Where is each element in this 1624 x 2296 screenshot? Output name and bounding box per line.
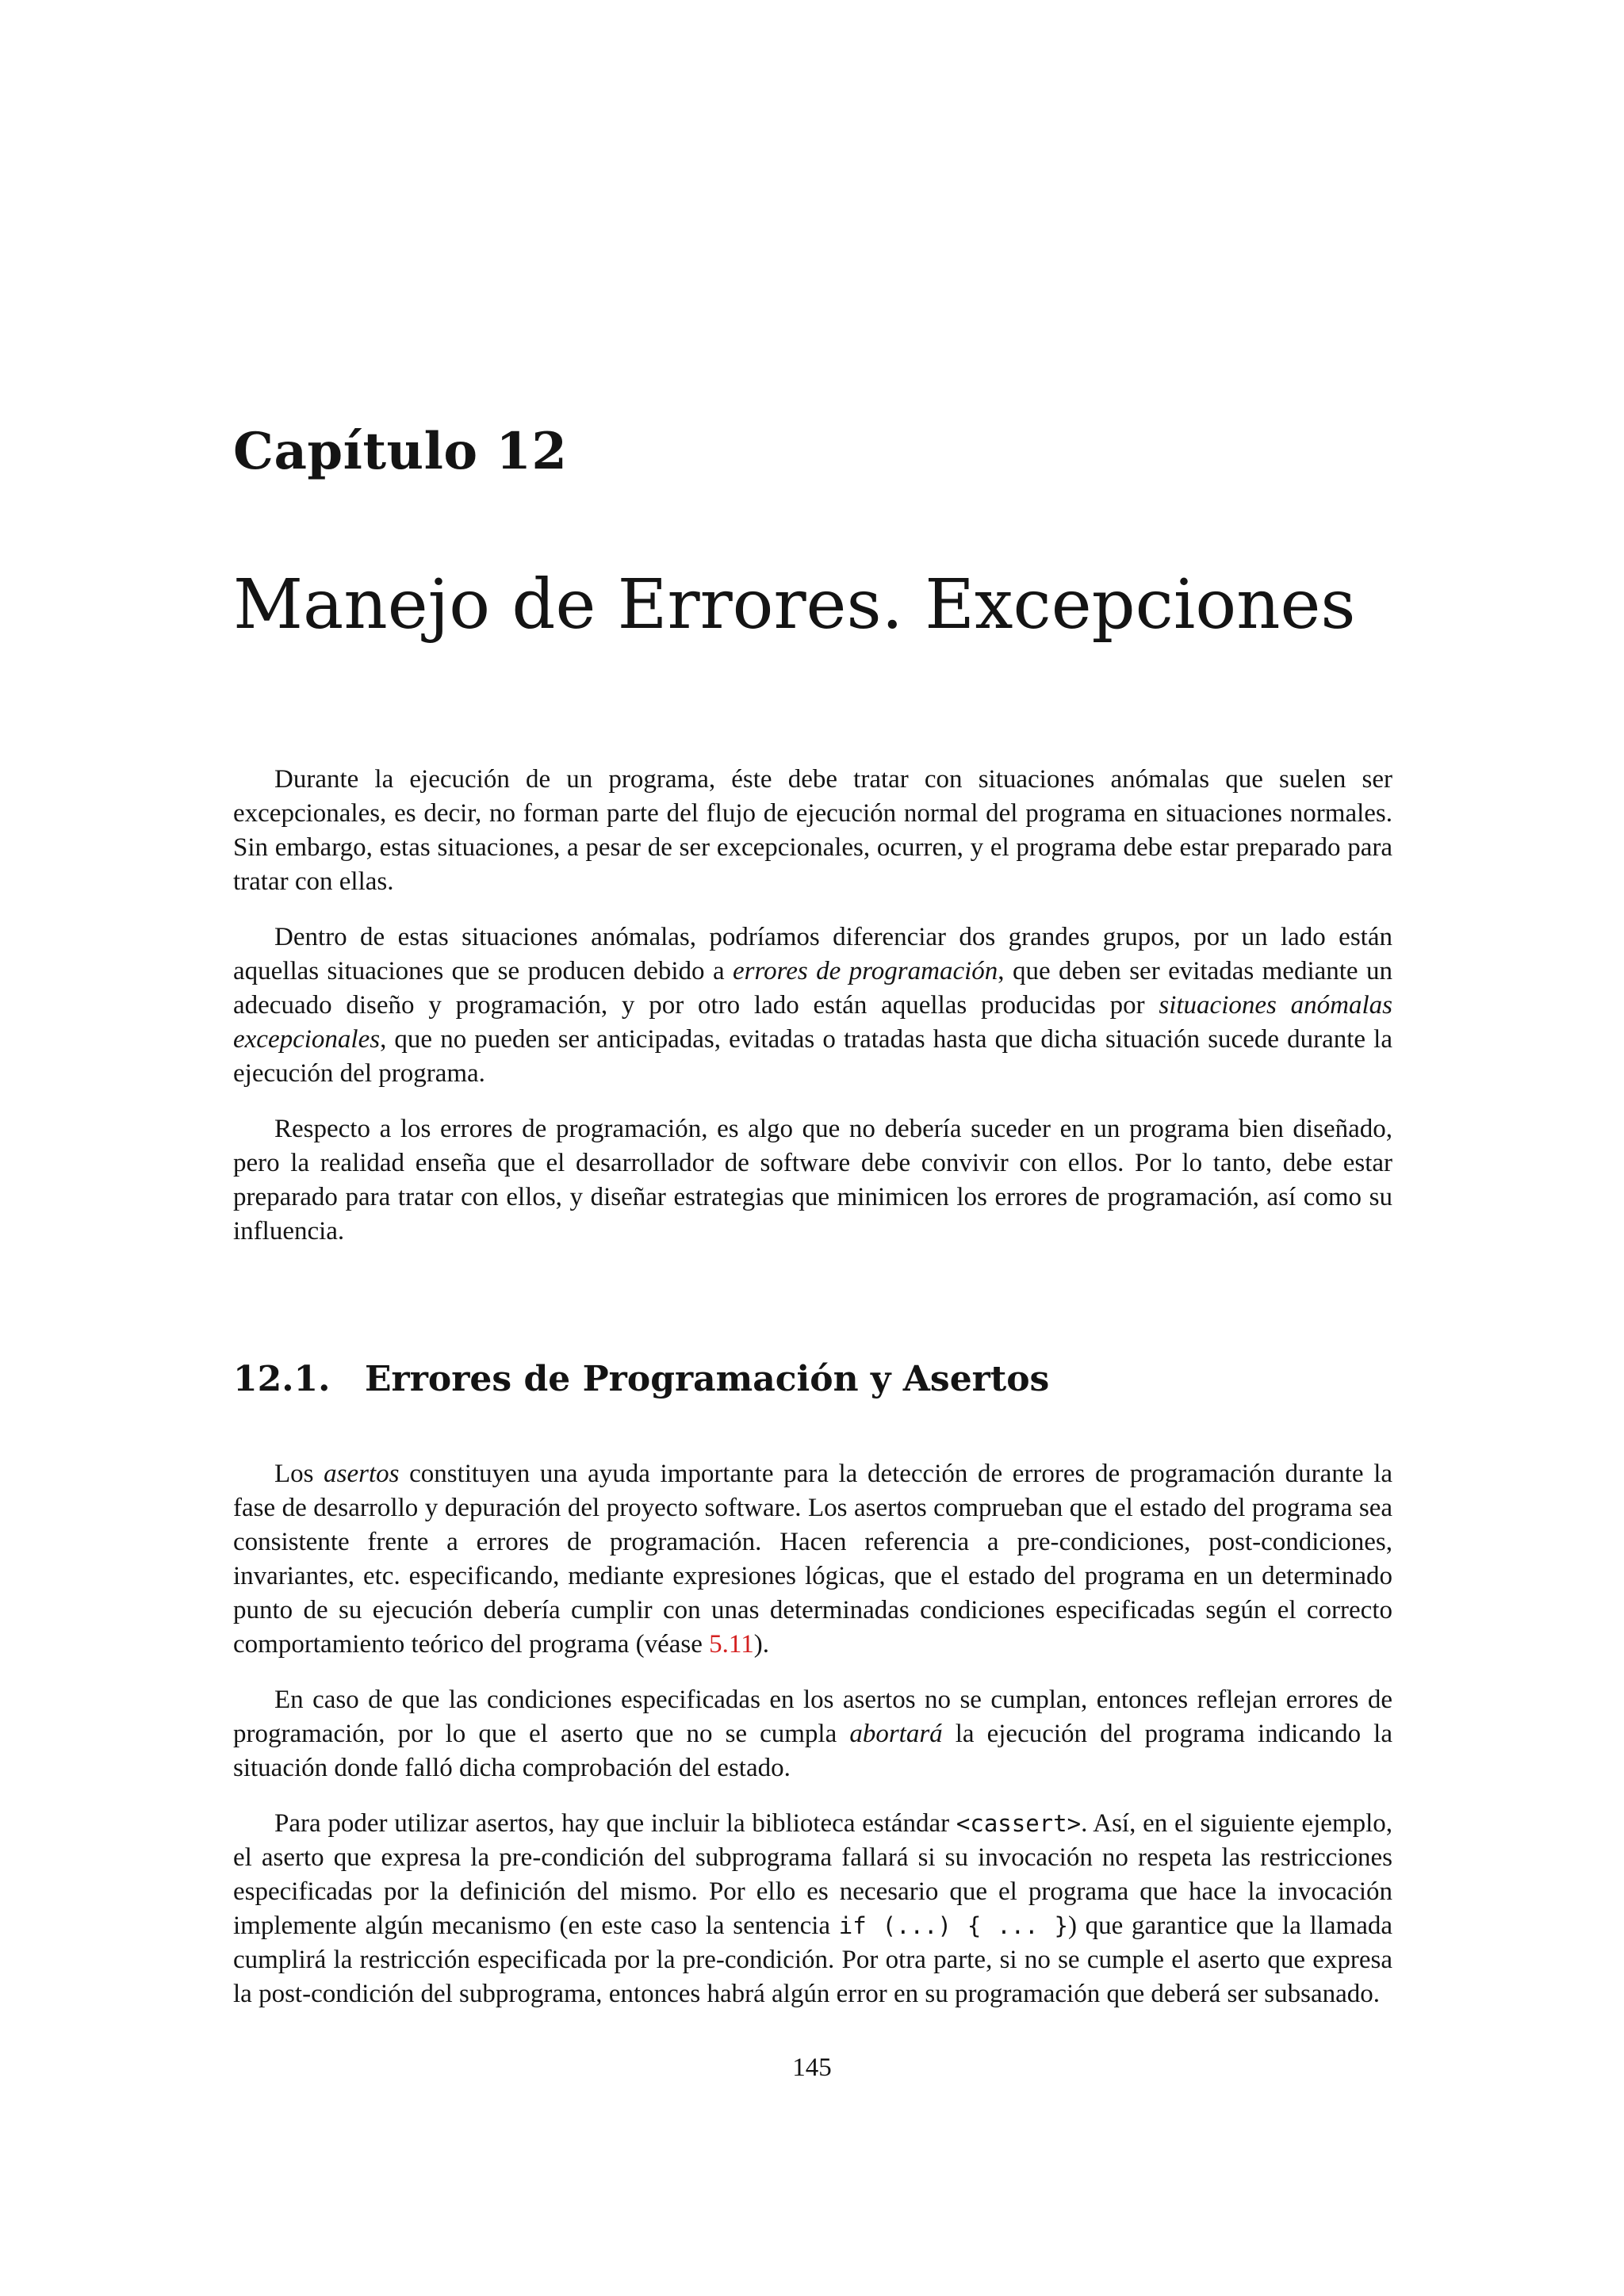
emphasis-term: abortará [849,1720,943,1748]
chapter-label: Capítulo 12 [233,422,568,481]
page-number: 145 [792,2053,832,2082]
section-reference-link[interactable]: 5.11 [709,1630,754,1659]
section-paragraph-1: Los asertos constituyen una ayuda importante para la detección de errores de programación durante la fase de desarrollo y depuración del proyecto software. Los asertos comprueban que el estado del programa sea consistente frente a errores de programación. Hacen referencia a pre-condiciones, post-condiciones, invariantes, etc. especificando, mediante expresiones lógicas, que el estado del programa en un determinado punto de su ejecución debería cumplir con unas determinadas condiciones especificadas según el correcto comportamiento teórico del programa (véase 5.11). [233,1460,1393,1659]
intro-paragraph-2: Dentro de estas situaciones anómalas, podríamos diferenciar dos grandes grupos, por un lado están aquellas situaciones que se producen debido a errores de programación, que deben ser evitadas mediante un adecuado diseño y programación, y por otro lado están aquellas producidas por situaciones anómalas excepcionales, que no pueden ser anticipadas, evitadas o tratadas hasta que dicha situación sucede durante la ejecución del programa. [233,923,1392,1088]
inline-code: if (...) { ... } [838,1912,1068,1939]
chapter-title: Manejo de Errores. Excepciones [233,565,1356,645]
intro-paragraph-3: Respecto a los errores de programación, es algo que no debería suceder en un programa bien diseñado, pero la realidad enseña que el desarrollador de software debe convivir con ellos. Por lo tanto, debe estar preparado para tratar con ellos, y diseñar estrategias que minimicen los errores de programación, así como su influencia. [233,1115,1392,1246]
section-number: 12.1. [233,1359,331,1399]
emphasis-term: situaciones anómalas excepcionales [233,991,1392,1054]
section-paragraph-3: Para poder utilizar asertos, hay que incluir la biblioteca estándar <cassert>. Así, en el siguiente ejemplo, el aserto que expresa la pre-condición del subprograma fallará si su invocación no respeta las restricciones especificadas por la definición del mismo. Por ello es necesario que el programa que hace la invocación implemente algún mecanismo (en este caso la sentencia if (...) { ... }) que garantice que la llamada cumplirá la restricción especificada por la pre-condición. Por otra parte, si no se cumple el aserto que expresa la post-condición del subprograma, entonces habrá algún error en su programación que deberá ser subsanado. [233,1809,1393,2008]
section-heading [233,1359,1049,1401]
section-body [233,1457,1392,2033]
inline-code: <cassert> [956,1810,1082,1837]
chapter-intro [233,763,1392,1270]
emphasis-term: asertos [324,1460,400,1488]
section-paragraph-2: En caso de que las condiciones especificadas en los asertos no se cumplan, entonces reflejan errores de programación, por lo que el aserto que no se cumpla abortará la ejecución del programa indicando la situación donde falló dicha comprobación del estado. [233,1686,1392,1782]
intro-paragraph-1: Durante la ejecución de un programa, éste debe tratar con situaciones anómalas que suelen ser excepcionales, es decir, no forman parte del flujo de ejecución normal del programa en situaciones normales. Sin embargo, estas situaciones, a pesar de ser excepcionales, ocurren, y el programa debe estar preparado para tratar con ellas. [233,765,1392,896]
emphasis-term: errores de programación [733,957,998,985]
section-title: Errores de Programación y Asertos [365,1359,1050,1399]
